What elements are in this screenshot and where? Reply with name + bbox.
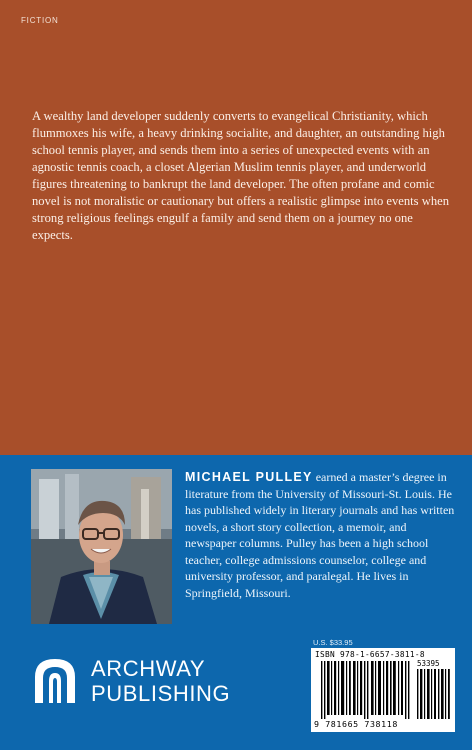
ean-number: 9 781665 738118 [314, 719, 398, 729]
author-bio-text: earned a master’s degree in literature from the University of Missouri-St. Louis. He has published widely in literary journals and has written novels, a short story collection, a memoir, and newspaper columns. Pulley has been a high school teacher, college admissions counselor, college and university professor, and paralegal. He lives in Springfield, Missouri. [185, 470, 455, 600]
author-panel [0, 455, 472, 750]
publisher-name-line1: ARCHWAY [91, 656, 206, 681]
publisher-logo [33, 653, 243, 713]
author-name: MICHAEL PULLEY [185, 470, 313, 484]
genre-label: FICTION [21, 16, 59, 25]
archway-arch-icon [33, 657, 77, 705]
price-label: U.S. $33.95 [313, 638, 353, 647]
addon-price-code: 53395 [417, 659, 440, 668]
isbn-text: ISBN 978-1-6657-3811-8 [315, 650, 425, 659]
author-bio [185, 469, 460, 601]
ean-barcode-bars [315, 661, 451, 719]
author-photo [31, 469, 172, 624]
book-blurb: A wealthy land developer suddenly converts to evangelical Christianity, which flummoxes his wife, a heavy drinking socialite, and daughter, an outstanding high school tennis player, and sends them into a series of unexpected events with an agnostic tennis coach, a closet Algerian Muslim tennis player, and underworld figures threatening to bankrupt the land developer. The often profane and comic novel is not moralistic or cautionary but offers a realistic glimpse into events when strong religious feelings engulf a family and send them on a journey no one expects. [32, 109, 450, 242]
barcode [311, 648, 455, 732]
publisher-name-line2: PUBLISHING [91, 681, 231, 706]
